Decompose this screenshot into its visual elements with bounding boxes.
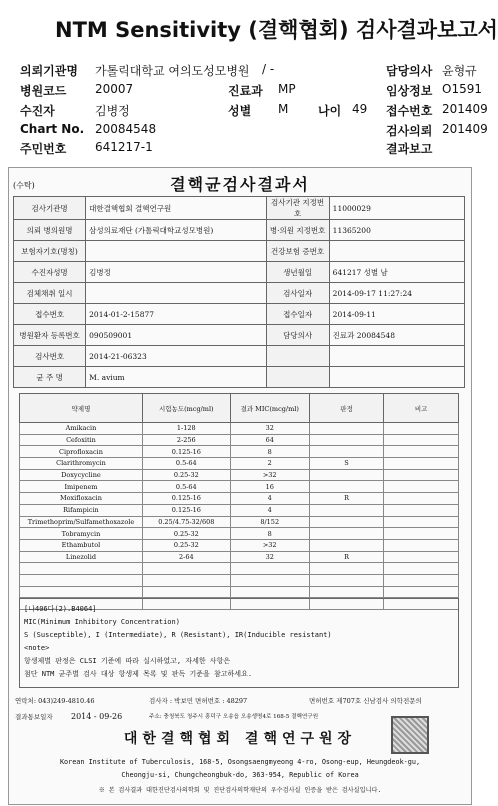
age-label: 나이 bbox=[318, 104, 342, 118]
table-cell: 8/152 bbox=[230, 516, 309, 528]
info-value: 김병정 bbox=[86, 262, 266, 283]
table-cell: Linezolid bbox=[20, 551, 143, 563]
table-row bbox=[20, 446, 459, 458]
note-line: 첨단 NTM 균주별 검사 대상 항생제 목록 및 판독 기준을 참고하세요. bbox=[24, 670, 253, 678]
dept-label: 진료과 bbox=[228, 84, 263, 98]
table-cell bbox=[384, 493, 459, 505]
table-row bbox=[20, 516, 459, 528]
table-row bbox=[20, 539, 459, 551]
report-label: 결과보고 bbox=[386, 142, 433, 156]
attending-value: 윤형규 bbox=[442, 64, 477, 78]
rrn-label: 주민번호 bbox=[20, 142, 67, 156]
address-kr: 주소: 충청북도 청주시 흥덕구 오송읍 오송생명4로 168-5 결핵연구원 bbox=[149, 714, 319, 720]
table-row bbox=[20, 551, 459, 563]
info-label: 검사일자 bbox=[266, 283, 329, 304]
info-row bbox=[14, 220, 465, 241]
table-cell: 2-256 bbox=[142, 434, 230, 446]
org-name: 대한결핵협회 결핵연구원장 bbox=[123, 731, 357, 747]
table-cell: Moxifloxacin bbox=[20, 493, 143, 505]
table-cell bbox=[384, 551, 459, 563]
info-value bbox=[329, 241, 464, 262]
table-row bbox=[20, 493, 459, 505]
table-cell: Trimethoprim/Sulfamethoxazole bbox=[20, 516, 143, 528]
column-header: 판정 bbox=[309, 394, 384, 423]
table-cell: 0.125-16 bbox=[142, 493, 230, 505]
notes-box bbox=[19, 598, 459, 688]
table-cell: 32 bbox=[230, 423, 309, 435]
table-row bbox=[20, 434, 459, 446]
table-cell bbox=[309, 423, 384, 435]
table-cell bbox=[384, 574, 459, 586]
info-value: 진료과 20084548 bbox=[329, 325, 464, 346]
req-org-label: 의뢰기관명 bbox=[20, 64, 78, 78]
info-value bbox=[86, 241, 266, 262]
info-table bbox=[13, 196, 465, 388]
disclaimer: ※ 본 검사결과 대한진단검사의학회 및 진단검사의학재단의 우수검사실 인증을 받은 검사실입니다. bbox=[98, 787, 382, 794]
table-cell bbox=[384, 434, 459, 446]
info-label: 검사기관 지정번호 bbox=[266, 197, 329, 220]
table-cell: Doxycycline bbox=[20, 469, 143, 481]
addr-en-line2: Cheongju-si, Chungcheongbuk-do, 363-954, Republic of Korea bbox=[121, 771, 359, 779]
clinical-label: 임상정보 bbox=[386, 84, 433, 98]
table-row bbox=[20, 423, 459, 435]
table-cell bbox=[230, 563, 309, 575]
info-label bbox=[266, 346, 329, 367]
info-row bbox=[14, 325, 465, 346]
table-cell: Cefoxitin bbox=[20, 434, 143, 446]
note-line: MIC(Minimum Inhibitory Concentration) bbox=[24, 618, 180, 626]
column-header: 결과 MIC(mcg/ml) bbox=[230, 394, 309, 423]
table-cell: Ciprofloxacin bbox=[20, 446, 143, 458]
table-cell: Amikacin bbox=[20, 423, 143, 435]
note-line: S (Susceptible), I (Intermediate), R (Resistant), IR(Inducible resistant) bbox=[24, 631, 332, 639]
table-cell bbox=[384, 539, 459, 551]
info-value: 11365200 bbox=[329, 220, 464, 241]
table-cell: 32 bbox=[230, 551, 309, 563]
table-cell bbox=[20, 586, 143, 598]
table-cell: 0.125-16 bbox=[142, 446, 230, 458]
table-cell: 8 bbox=[230, 446, 309, 458]
note-line: <note> bbox=[24, 644, 50, 652]
table-row bbox=[20, 563, 459, 575]
info-label: 병·의원 지정번호 bbox=[266, 220, 329, 241]
req-date-label: 검사의뢰 bbox=[386, 124, 433, 138]
table-cell: Imipenem bbox=[20, 481, 143, 493]
table-row bbox=[20, 586, 459, 598]
table-cell bbox=[384, 516, 459, 528]
info-value: 삼성의료재단 (가톨릭대학교성모병원) bbox=[86, 220, 266, 241]
table-cell: 8 bbox=[230, 528, 309, 540]
table-cell: Clarithromycin bbox=[20, 458, 143, 470]
table-cell bbox=[384, 504, 459, 516]
table-cell bbox=[142, 586, 230, 598]
info-value: 2014-21-06323 bbox=[86, 346, 266, 367]
table-cell bbox=[384, 446, 459, 458]
reviewer-text: 검사자 : 박보민 면허번호 : 48297 bbox=[149, 697, 248, 705]
info-value: 2014-01-2-15877 bbox=[86, 304, 266, 325]
scan-title: 결핵균검사결과서 bbox=[170, 175, 310, 194]
table-cell bbox=[20, 574, 143, 586]
table-cell: Rifampicin bbox=[20, 504, 143, 516]
table-cell bbox=[230, 574, 309, 586]
table-cell: 64 bbox=[230, 434, 309, 446]
info-row bbox=[14, 367, 465, 388]
info-value: 2014-09-17 11:27:24 bbox=[329, 283, 464, 304]
table-cell: >32 bbox=[230, 469, 309, 481]
note-line: [나406다(2).B4064] bbox=[24, 605, 97, 613]
info-label: 균 주 명 bbox=[14, 367, 86, 388]
collector-value: 김병정 bbox=[95, 104, 130, 118]
report-date-label: 결과통보일자 bbox=[15, 713, 53, 721]
info-row bbox=[14, 262, 465, 283]
table-cell: 0.5-64 bbox=[142, 458, 230, 470]
info-value bbox=[329, 367, 464, 388]
column-header: 약제명 bbox=[20, 394, 143, 423]
phone-text: 연락처: 043)249-4810.46 bbox=[15, 697, 95, 705]
info-value bbox=[86, 283, 266, 304]
table-cell bbox=[142, 574, 230, 586]
info-label: 병원환자 등록번호 bbox=[14, 325, 86, 346]
info-row bbox=[14, 241, 465, 262]
info-label: 검사기관명 bbox=[14, 197, 86, 220]
info-row bbox=[14, 197, 465, 220]
table-cell: Tobramycin bbox=[20, 528, 143, 540]
table-cell: 0.25-32 bbox=[142, 539, 230, 551]
info-label: 생년월일 bbox=[266, 262, 329, 283]
info-value: 090509001 bbox=[86, 325, 266, 346]
info-value: M. avium bbox=[86, 367, 266, 388]
attending-label: 담당의사 bbox=[386, 64, 433, 78]
table-cell bbox=[309, 574, 384, 586]
table-row bbox=[20, 481, 459, 493]
table-cell bbox=[20, 563, 143, 575]
info-row bbox=[14, 304, 465, 325]
req-org-value: 가톨릭대학교 여의도성모병원 bbox=[95, 64, 250, 78]
table-cell bbox=[309, 528, 384, 540]
table-cell bbox=[309, 539, 384, 551]
hosp-code-label: 병원코드 bbox=[20, 84, 67, 98]
table-cell bbox=[384, 563, 459, 575]
info-row bbox=[14, 346, 465, 367]
table-cell bbox=[309, 504, 384, 516]
sex-value: M bbox=[278, 102, 289, 116]
column-header: 시험농도(mcg/ml) bbox=[142, 394, 230, 423]
table-cell bbox=[230, 586, 309, 598]
info-label: 접수번호 bbox=[14, 304, 86, 325]
info-label: 의뢰 병의원명 bbox=[14, 220, 86, 241]
table-cell bbox=[309, 434, 384, 446]
receipt-value: 201409 bbox=[442, 102, 488, 116]
info-label: 검체채취 일시 bbox=[14, 283, 86, 304]
table-cell: Ethambutol bbox=[20, 539, 143, 551]
table-cell: 0.5-64 bbox=[142, 481, 230, 493]
table-row bbox=[20, 469, 459, 481]
table-row bbox=[20, 574, 459, 586]
table-cell: R bbox=[309, 551, 384, 563]
table-cell: >32 bbox=[230, 539, 309, 551]
table-cell bbox=[384, 458, 459, 470]
collector-label: 수진자 bbox=[20, 104, 55, 118]
receipt-label: 접수번호 bbox=[386, 104, 433, 118]
column-header: 비고 bbox=[384, 394, 459, 423]
table-cell bbox=[309, 481, 384, 493]
table-cell bbox=[309, 586, 384, 598]
info-value bbox=[329, 346, 464, 367]
table-cell: 0.25/4.75-32/608 bbox=[142, 516, 230, 528]
sex-label: 성별 bbox=[228, 104, 252, 118]
table-row bbox=[20, 528, 459, 540]
result-table bbox=[19, 393, 459, 610]
rrn-value: 641217-1 bbox=[95, 140, 153, 154]
consignment-tag: (수탁) bbox=[13, 181, 35, 190]
table-cell: 0.25-32 bbox=[142, 528, 230, 540]
scanned-result-document bbox=[8, 167, 472, 805]
table-cell bbox=[384, 586, 459, 598]
table-cell bbox=[384, 481, 459, 493]
info-value: 대한결핵협회 결핵연구원 bbox=[86, 197, 266, 220]
report-date: 2014 - 09-26 bbox=[71, 712, 123, 721]
req-date-value: 201409 bbox=[442, 122, 488, 136]
slash-text: / - bbox=[262, 62, 275, 76]
table-cell: 1-128 bbox=[142, 423, 230, 435]
info-value: 2014-09-11 bbox=[329, 304, 464, 325]
info-label: 접수일자 bbox=[266, 304, 329, 325]
table-cell bbox=[384, 469, 459, 481]
table-row bbox=[20, 504, 459, 516]
table-cell: R bbox=[309, 493, 384, 505]
chart-label: Chart No. bbox=[20, 122, 85, 136]
dept-value: MP bbox=[278, 82, 296, 96]
info-label: 보험자기호(명칭) bbox=[14, 241, 86, 262]
table-cell: S bbox=[309, 458, 384, 470]
info-label: 담당의사 bbox=[266, 325, 329, 346]
chart-value: 20084548 bbox=[95, 122, 157, 136]
info-label: 건강보험 증번호 bbox=[266, 241, 329, 262]
table-cell bbox=[309, 446, 384, 458]
addr-en-line1: Korean Institute of Tuberculosis, 168-5, Osongsaengmyeong 4-ro, Osong-eup, Heungdeok-gu, bbox=[59, 758, 421, 766]
clinical-value: O1591 bbox=[442, 82, 482, 96]
table-cell bbox=[384, 423, 459, 435]
table-cell: 2-64 bbox=[142, 551, 230, 563]
table-cell bbox=[309, 516, 384, 528]
table-cell bbox=[309, 563, 384, 575]
table-cell: 4 bbox=[230, 504, 309, 516]
report-title: NTM Sensitivity (결핵협회) 검사결과보고서 bbox=[55, 18, 498, 42]
info-label: 수진자성명 bbox=[14, 262, 86, 283]
table-cell bbox=[142, 563, 230, 575]
table-cell bbox=[309, 469, 384, 481]
hosp-code-value: 20007 bbox=[95, 82, 134, 96]
age-value: 49 bbox=[352, 102, 368, 116]
table-cell bbox=[384, 528, 459, 540]
official-seal bbox=[391, 716, 429, 754]
info-label: 검사번호 bbox=[14, 346, 86, 367]
table-row bbox=[20, 458, 459, 470]
table-cell: 16 bbox=[230, 481, 309, 493]
table-cell: 2 bbox=[230, 458, 309, 470]
table-cell: 0.25-32 bbox=[142, 469, 230, 481]
info-value: 11000029 bbox=[329, 197, 464, 220]
note-line: 항생제별 판정은 CLSI 기준에 따라 실시하였고, 자세한 사항은 bbox=[24, 657, 231, 665]
info-value: 641217 성별 남 bbox=[329, 262, 464, 283]
table-cell: 0.125-16 bbox=[142, 504, 230, 516]
table-cell: 4 bbox=[230, 493, 309, 505]
info-label bbox=[266, 367, 329, 388]
info-row bbox=[14, 283, 465, 304]
license-text: 면허번호 제707호 신남검사 의학전문의 bbox=[309, 697, 422, 705]
